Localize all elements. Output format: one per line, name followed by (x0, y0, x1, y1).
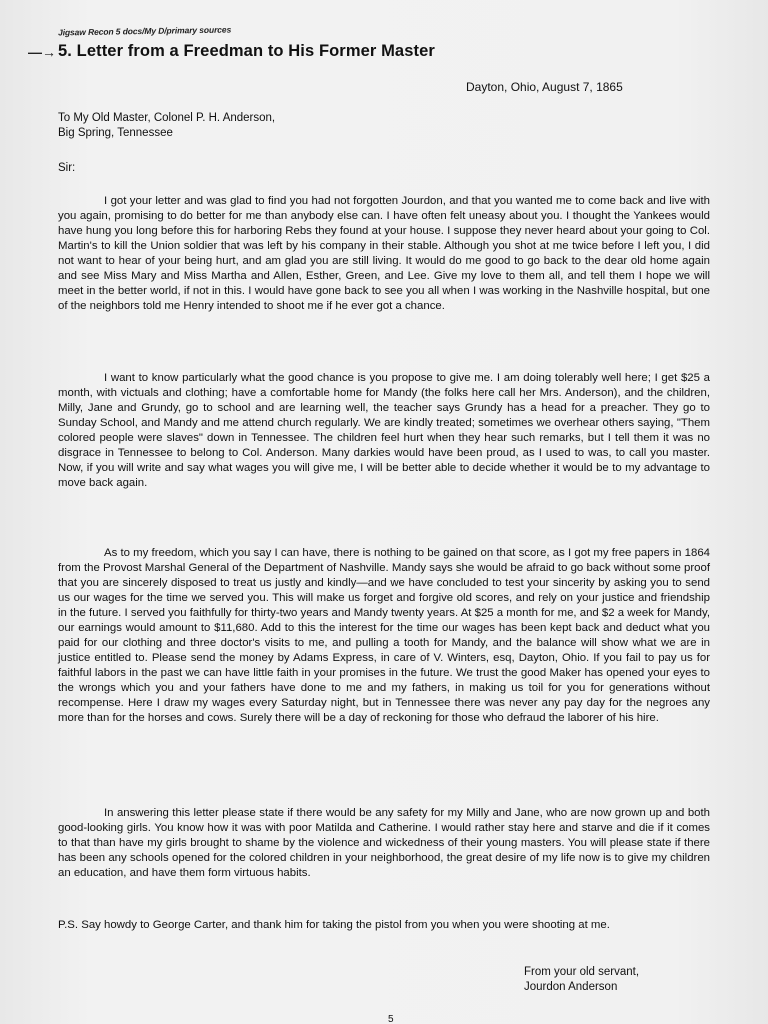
title-row (28, 42, 435, 61)
addressee-block (58, 111, 275, 140)
file-path-note: Jigsaw Recon 5 docs/My D/primary sources (57, 24, 232, 38)
paragraph-1: I got your letter and was glad to find you had not forgotten Jourdon, and that you wanted me to come back and live with you again, promising to do better for me than anybody else can. I have often felt uneasy about you. I thought the Yankees would have hung you long before this for harboring Rebs they found at your house. I suppose they never heard about your going to Col. Martin's to kill the Union soldier that was left by his company in their stable. Although you shot at me twice before I left you, I did not want to hear of your being hurt, and am glad you are still living. It would do me good to go back to the dear old home again and see Miss Mary and Miss Martha and Allen, Esther, Green, and Lee. Give my love to them all, and tell them I hope we will meet in the better world, if not in this. I would have gone back to see you all when I was working in the Nashville hospital, but one of the neighbors told me Henry intended to shoot me if he ever got a chance. (58, 195, 710, 312)
paragraph-3: As to my freedom, which you say I can have, there is nothing to be gained on that score, as I got my free papers in 1864 from the Provost Marshal General of the Department of Nashville. Mandy says she would be afraid to go back without some proof that you are sincerely disposed to treat us justly and kindly—and we have concluded to test your sincerity by asking you to send us our wages for the time we served you. This will make us forget and forgive old scores, and rely on your justice and friendship in the future. I served you faithfully for thirty-two years and Mandy twenty years. At $25 a month for me, and $2 a week for Mandy, our earnings would amount to $11,680. Add to this the interest for the time our wages has been kept back and deduct what you paid for our clothing and three doctor's visits to me, and pulling a tooth for Mandy, and the balance will show what we are in justice entitled to. Please send the money by Adams Express, in care of V. Winters, esq, Dayton, Ohio. If you fail to pay us for faithful labors in the past we can have little faith in your promises in the future. We trust the good Maker has opened your eyes to the wrongs which you and your fathers have done to me and my fathers, in making us toil for you for generations without recompense. Here I draw my wages every Saturday night, but in Tennessee there was never any pay day for the negroes any more than for the horses and cows. Surely there will be a day of reckoning for those who defraud the laborer of his hire. (58, 547, 710, 724)
postscript: P.S. Say howdy to George Carter, and thank him for taking the pistol from you when you were shooting at me. (58, 919, 610, 931)
addressee-line-2: Big Spring, Tennessee (58, 126, 173, 139)
dateline: Dayton, Ohio, August 7, 1865 (466, 80, 623, 94)
paragraph-2: I want to know particularly what the good chance is you propose to give me. I am doing tolerably well here; I get $25 a month, with victuals and clothing; have a comfortable home for Mandy (the folks here call her Mrs. Anderson), and the children, Milly, Jane and Grundy, go to school and are learning well, the teacher says Grundy has a head for a preacher. They go to Sunday School, and Mandy and me attend church regularly. We are kindly treated; sometimes we overhear others saying, "Them colored people were slaves" down in Tennessee. The children feel hurt when they hear such remarks, but I tell them it was no disgrace in Tennessee to belong to Col. Anderson. Many darkies would have been proud, as I used to was, to call you master. Now, if you will write and say what wages you will give me, I will be better able to decide whether it would be to my advantage to move back again. (58, 372, 710, 489)
addressee-line-1: To My Old Master, Colonel P. H. Anderson, (58, 112, 276, 124)
document-title: 5. Letter from a Freedman to His Former Master (58, 42, 435, 60)
salutation: Sir: (58, 162, 76, 174)
closing-line-1: From your old servant, (524, 966, 640, 978)
page-number: 5 (388, 1014, 394, 1024)
signature-name: Jourdon Anderson (524, 981, 618, 993)
closing-block (524, 965, 639, 995)
paragraph-4: In answering this letter please state if there would be any safety for my Milly and Jane, who are now grown up and both good-looking girls. You know how it was with poor Matilda and Catherine. I would rather stay here and starve and die if it comes to that than have my girls brought to shame by the violence and wickedness of their young masters. You will please state if there has been any schools opened for the colored children in your neighborhood, the great desire of my life now is to give my children an education, and have them form virtuous habits. (58, 807, 710, 879)
arrow-mark-icon: —→ (28, 43, 56, 60)
